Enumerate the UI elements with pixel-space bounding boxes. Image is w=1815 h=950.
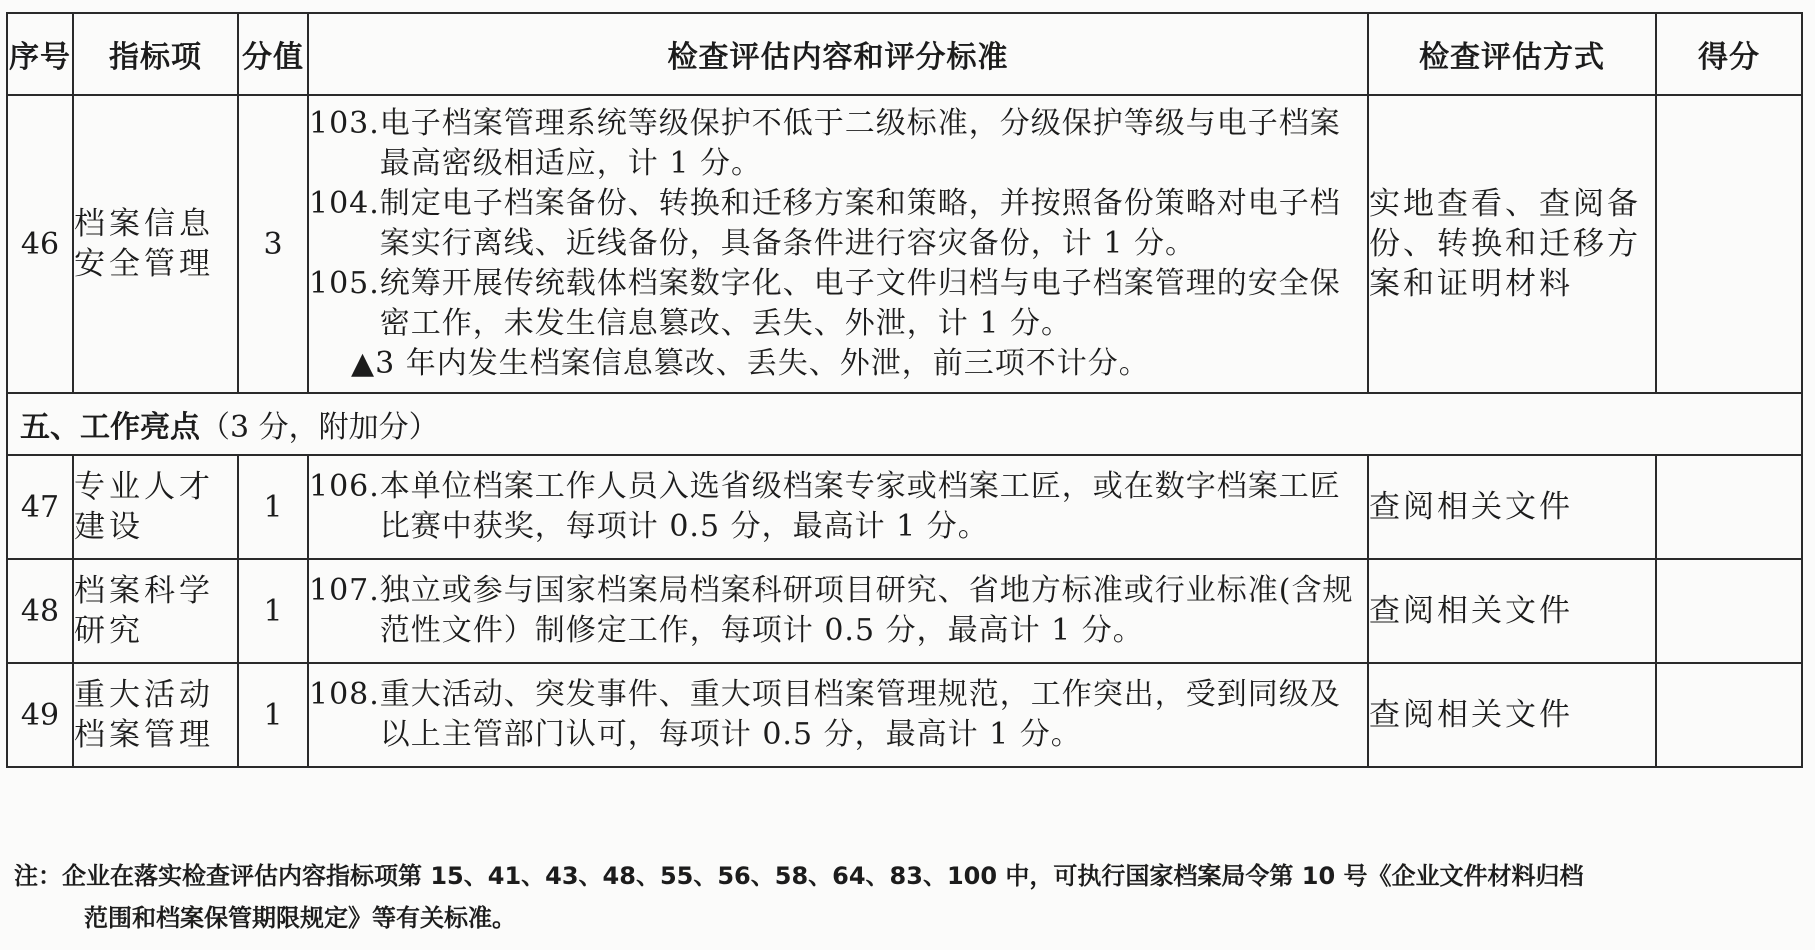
- entry-number: 103.: [309, 106, 380, 141]
- criteria-entry-103: [309, 104, 1367, 184]
- table-row-46: [7, 95, 1802, 393]
- row-number: 46: [7, 95, 73, 393]
- footnote: [14, 855, 1804, 939]
- entry-text: 本单位档案工作人员入选省级档案专家或档案工匠，或在数字档案工匠比赛中获奖，每项计 0.5 分，最高计 1 分。: [379, 469, 1341, 544]
- criteria-entry-104: [309, 184, 1367, 264]
- score-result: [1656, 559, 1802, 663]
- row-number: 49: [7, 663, 73, 767]
- row-number: 48: [7, 559, 73, 663]
- table-row-49: [7, 663, 1802, 767]
- header-content: 检查评估内容和评分标准: [308, 13, 1368, 95]
- entry-text: 独立或参与国家档案局档案科研项目研究、省地方标准或行业标准(含规范性文件）制修定工作，每项计 0.5 分，最高计 1 分。: [379, 573, 1354, 648]
- score-value: 1: [238, 559, 308, 663]
- section-row: [7, 393, 1802, 455]
- header-method: 检查评估方式: [1368, 13, 1656, 95]
- evaluation-table: [6, 12, 1803, 768]
- section-title: 五、工作亮点: [20, 410, 200, 445]
- entry-text: 统筹开展传统载体档案数字化、电子文件归档与电子档案管理的安全保密工作，未发生信息篡改、丢失、外泄，计 1 分。: [379, 266, 1341, 341]
- entry-number: 106.: [309, 469, 380, 504]
- indicator-item: 档案信息安全管理: [73, 95, 238, 393]
- table-row-48: [7, 559, 1802, 663]
- evaluation-method: 查阅相关文件: [1368, 455, 1656, 559]
- evaluation-method: 实地查看、查阅备份、转换和迁移方案和证明材料: [1368, 95, 1656, 393]
- score-value: 1: [238, 455, 308, 559]
- entry-number: 105.: [309, 266, 380, 301]
- score-value: 1: [238, 663, 308, 767]
- score-result: [1656, 455, 1802, 559]
- footnote-line-1: 注：企业在落实检查评估内容指标项第 15、41、43、48、55、56、58、64、83、100 中，可执行国家档案局令第 10 号《企业文件材料归档: [14, 862, 1584, 890]
- header-score: 分值: [238, 13, 308, 95]
- header-no: 序号: [7, 13, 73, 95]
- criteria-entry-106: [309, 467, 1367, 547]
- evaluation-method: 查阅相关文件: [1368, 559, 1656, 663]
- criteria-entry-108: [309, 675, 1367, 755]
- criteria-content: [308, 95, 1368, 393]
- entry-text: 制定电子档案备份、转换和迁移方案和策略，并按照备份策略对电子档案实行离线、近线备份，具备条件进行容灾备份，计 1 分。: [379, 186, 1341, 261]
- entry-text: 电子档案管理系统等级保护不低于二级标准，分级保护等级与电子档案最高密级相适应，计 1 分。: [379, 106, 1341, 181]
- entry-number: 104.: [309, 186, 380, 221]
- entry-number: 108.: [309, 677, 380, 712]
- header-item: 指标项: [73, 13, 238, 95]
- criteria-entry-107: [309, 571, 1367, 651]
- entry-text: 重大活动、突发事件、重大项目档案管理规范，工作突出，受到同级及以上主管部门认可，每项计 0.5 分，最高计 1 分。: [379, 677, 1341, 752]
- score-value: 3: [238, 95, 308, 393]
- criteria-entry-105: [309, 264, 1367, 344]
- header-row: [7, 13, 1802, 95]
- triangle-warning: ▲3 年内发生档案信息篡改、丢失、外泄，前三项不计分。: [351, 346, 1150, 381]
- criteria-content: [308, 455, 1368, 559]
- row-number: 47: [7, 455, 73, 559]
- table-row-47: [7, 455, 1802, 559]
- score-result: [1656, 95, 1802, 393]
- evaluation-method: 查阅相关文件: [1368, 663, 1656, 767]
- footnote-line-2: 范围和档案保管期限规定》等有关标准。: [84, 904, 516, 932]
- indicator-item: 专业人才建设: [73, 455, 238, 559]
- indicator-item: 档案科学研究: [73, 559, 238, 663]
- score-result: [1656, 663, 1802, 767]
- criteria-content: [308, 559, 1368, 663]
- section-subtitle: （3 分，附加分）: [200, 410, 439, 445]
- entry-number: 107.: [309, 573, 380, 608]
- indicator-item: 重大活动档案管理: [73, 663, 238, 767]
- criteria-content: [308, 663, 1368, 767]
- section-heading: [7, 393, 1802, 455]
- header-result: 得分: [1656, 13, 1802, 95]
